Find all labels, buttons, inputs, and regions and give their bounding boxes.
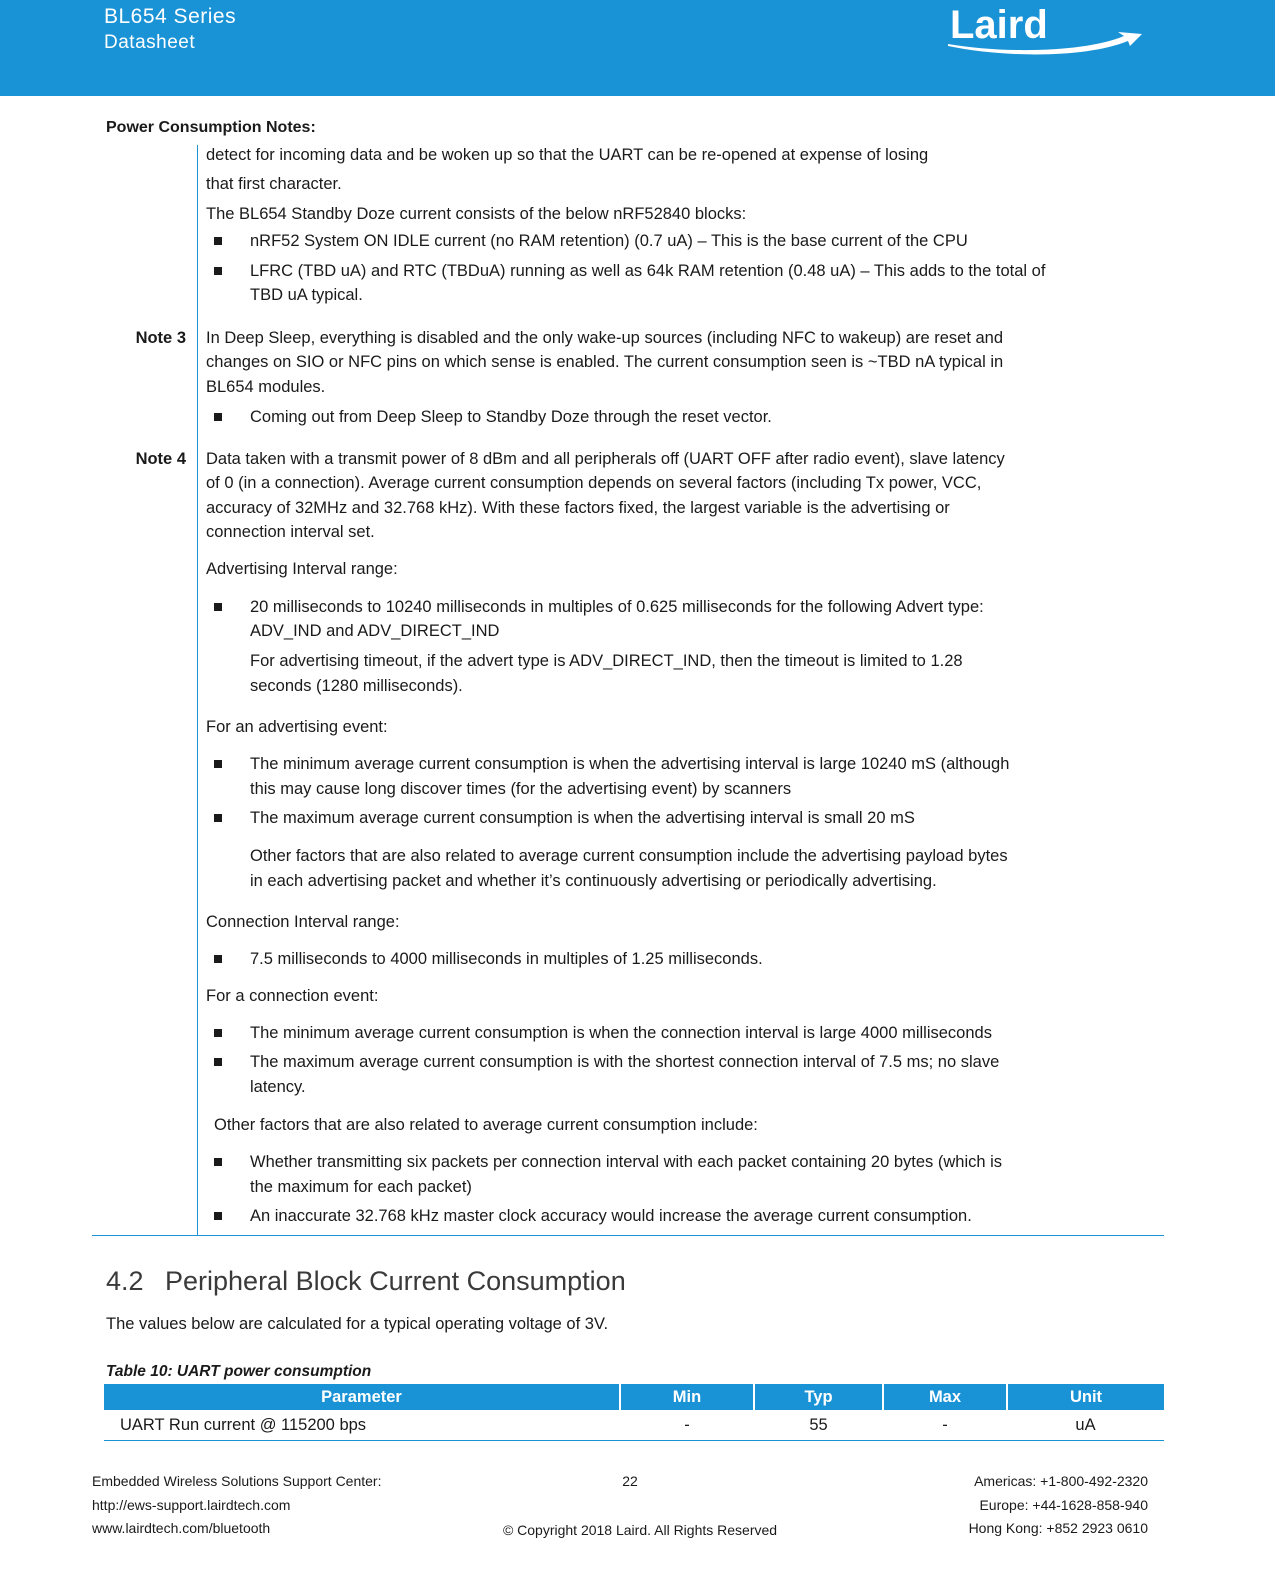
other-b2: An inaccurate 32.768 kHz master clock accuracy would increase the average current consumption. bbox=[250, 1207, 972, 1225]
adv-event-b1-line-2: this may cause long discover times (for the advertising event) by scanners bbox=[250, 780, 792, 798]
adv-bullet-line-1: 20 milliseconds to 10240 milliseconds in multiples of 0.625 milliseconds for the following Advert type: bbox=[250, 598, 984, 616]
adv-timeout-line-1: For advertising timeout, if the advert type is ADV_DIRECT_IND, then the timeout is limited to 1.28 bbox=[250, 652, 963, 670]
note3-line-3: BL654 modules. bbox=[206, 378, 326, 396]
adv-range-label: Advertising Interval range: bbox=[206, 560, 398, 578]
phone-europe: Europe: +44-1628-858-940 bbox=[979, 1497, 1148, 1513]
conn-event-b2-line-2: latency. bbox=[250, 1078, 306, 1096]
note4-line-2: of 0 (in a connection). Average current consumption depends on several factors (including Tx power, VCC, bbox=[206, 474, 982, 492]
note4-line-1: Data taken with a transmit power of 8 dBm and all peripherals off (UART OFF after radio event), slave latency bbox=[206, 450, 1005, 468]
footer-support: Embedded Wireless Solutions Support Center: bbox=[92, 1473, 382, 1489]
note3-bullet: Coming out from Deep Sleep to Standby Doze through the reset vector. bbox=[250, 408, 772, 426]
other-b1-line-2: the maximum for each packet) bbox=[250, 1178, 472, 1196]
note2-intro: The BL654 Standby Doze current consists of the below nRF52840 blocks: bbox=[206, 205, 747, 223]
note2-bullet-2: LFRC (TBD uA) and RTC (TBDuA) running as well as 64k RAM retention (0.48 uA) – This adds to the total of bbox=[250, 262, 1046, 280]
header-max: Max bbox=[883, 1384, 1007, 1410]
cell-min: - bbox=[620, 1410, 754, 1441]
note3-line-1: In Deep Sleep, everything is disabled and the only wake-up sources (including NFC to wakeup) are reset and bbox=[206, 329, 1004, 347]
bullet-icon bbox=[214, 1029, 222, 1037]
page-number: 22 bbox=[622, 1473, 638, 1489]
conn-event-b2-line-1: The maximum average current consumption is with the shortest connection interval of 7.5 ms; no slave bbox=[250, 1053, 1000, 1071]
header-typ: Typ bbox=[754, 1384, 883, 1410]
note2-bullet-2-cont: TBD uA typical. bbox=[250, 286, 363, 304]
phone-hongkong: Hong Kong: +852 2923 0610 bbox=[968, 1520, 1148, 1536]
note3-label: Note 3 bbox=[135, 329, 186, 347]
bullet-icon bbox=[214, 413, 222, 421]
notes-divider-vertical bbox=[197, 145, 198, 1235]
other-factors-label: Other factors that are also related to average current consumption include: bbox=[214, 1116, 758, 1134]
bullet-icon bbox=[214, 955, 222, 963]
note3-line-2: changes on SIO or NFC pins on which sense is enabled. The current consumption seen is ~TBD nA typical in bbox=[206, 353, 1004, 371]
conn-event-b1: The minimum average current consumption is when the connection interval is large 4000 milliseconds bbox=[250, 1024, 992, 1042]
conn-range-label: Connection Interval range: bbox=[206, 913, 400, 931]
copyright: © Copyright 2018 Laird. All Rights Reserved bbox=[502, 1522, 778, 1538]
laird-logo bbox=[946, 0, 1146, 60]
notes-divider-horizontal bbox=[92, 1235, 1164, 1236]
note4-line-3: accuracy of 32MHz and 32.768 kHz). With these factors fixed, the largest variable is the advertising or bbox=[206, 499, 950, 517]
adv-event-b2: The maximum average current consumption is when the advertising interval is small 20 mS bbox=[250, 809, 915, 827]
section-heading bbox=[106, 1265, 626, 1297]
section-intro: The values below are calculated for a typical operating voltage of 3V. bbox=[106, 1315, 609, 1333]
notes-heading: Power Consumption Notes: bbox=[106, 119, 316, 136]
bullet-icon bbox=[214, 1058, 222, 1066]
header-parameter: Parameter bbox=[104, 1384, 620, 1410]
note4-line-4: connection interval set. bbox=[206, 523, 375, 541]
footer-support-link[interactable]: http://ews-support.lairdtech.com bbox=[92, 1497, 291, 1513]
note2-line-1: detect for incoming data and be woken up so that the UART can be re-opened at expense of losing bbox=[206, 146, 929, 164]
adv-event-label: For an advertising event: bbox=[206, 718, 388, 736]
page-header bbox=[0, 0, 1275, 96]
cell-parameter: UART Run current @ 115200 bps bbox=[104, 1410, 620, 1441]
note2-bullet-1: nRF52 System ON IDLE current (no RAM retention) (0.7 uA) – This is the base current of the CPU bbox=[250, 232, 968, 250]
bullet-icon bbox=[214, 267, 222, 275]
section-title: Peripheral Block Current Consumption bbox=[165, 1266, 626, 1296]
bullet-icon bbox=[214, 603, 222, 611]
table-row bbox=[104, 1410, 1164, 1441]
logo-text: Laird bbox=[950, 3, 1048, 47]
note4-label: Note 4 bbox=[135, 450, 186, 468]
note2-line-2: that first character. bbox=[206, 175, 342, 193]
adv-other-line-1: Other factors that are also related to average current consumption include the advertising payload bytes bbox=[250, 847, 1008, 865]
table-header-row bbox=[104, 1384, 1164, 1410]
header-unit: Unit bbox=[1007, 1384, 1164, 1410]
section-number: 4.2 bbox=[106, 1266, 144, 1296]
other-b1-line-1: Whether transmitting six packets per connection interval with each packet containing 20 bytes (which is bbox=[250, 1153, 1003, 1171]
adv-event-b1-line-1: The minimum average current consumption is when the advertising interval is large 10240 mS (although bbox=[250, 755, 1010, 773]
cell-max: - bbox=[883, 1410, 1007, 1441]
bullet-icon bbox=[214, 1212, 222, 1220]
footer-website-link[interactable]: www.lairdtech.com/bluetooth bbox=[92, 1520, 271, 1536]
bullet-icon bbox=[214, 237, 222, 245]
header-min: Min bbox=[620, 1384, 754, 1410]
adv-timeout-line-2: seconds (1280 milliseconds). bbox=[250, 677, 463, 695]
phone-americas: Americas: +1-800-492-2320 bbox=[974, 1473, 1148, 1489]
conn-event-label: For a connection event: bbox=[206, 987, 379, 1005]
cell-unit: uA bbox=[1007, 1410, 1164, 1441]
bullet-icon bbox=[214, 814, 222, 822]
bullet-icon bbox=[214, 1158, 222, 1166]
series-title: BL654 Series bbox=[104, 5, 237, 28]
document-type: Datasheet bbox=[104, 32, 196, 53]
cell-typ: 55 bbox=[754, 1410, 883, 1441]
adv-other-line-2: in each advertising packet and whether it’s continuously advertising or periodically advertising. bbox=[250, 872, 937, 890]
bullet-icon bbox=[214, 760, 222, 768]
uart-power-table bbox=[104, 1384, 1164, 1441]
adv-bullet-line-2: ADV_IND and ADV_DIRECT_IND bbox=[250, 622, 500, 640]
table-caption: Table 10: UART power consumption bbox=[106, 1363, 372, 1380]
conn-bullet: 7.5 milliseconds to 4000 milliseconds in multiples of 1.25 milliseconds. bbox=[250, 950, 763, 968]
